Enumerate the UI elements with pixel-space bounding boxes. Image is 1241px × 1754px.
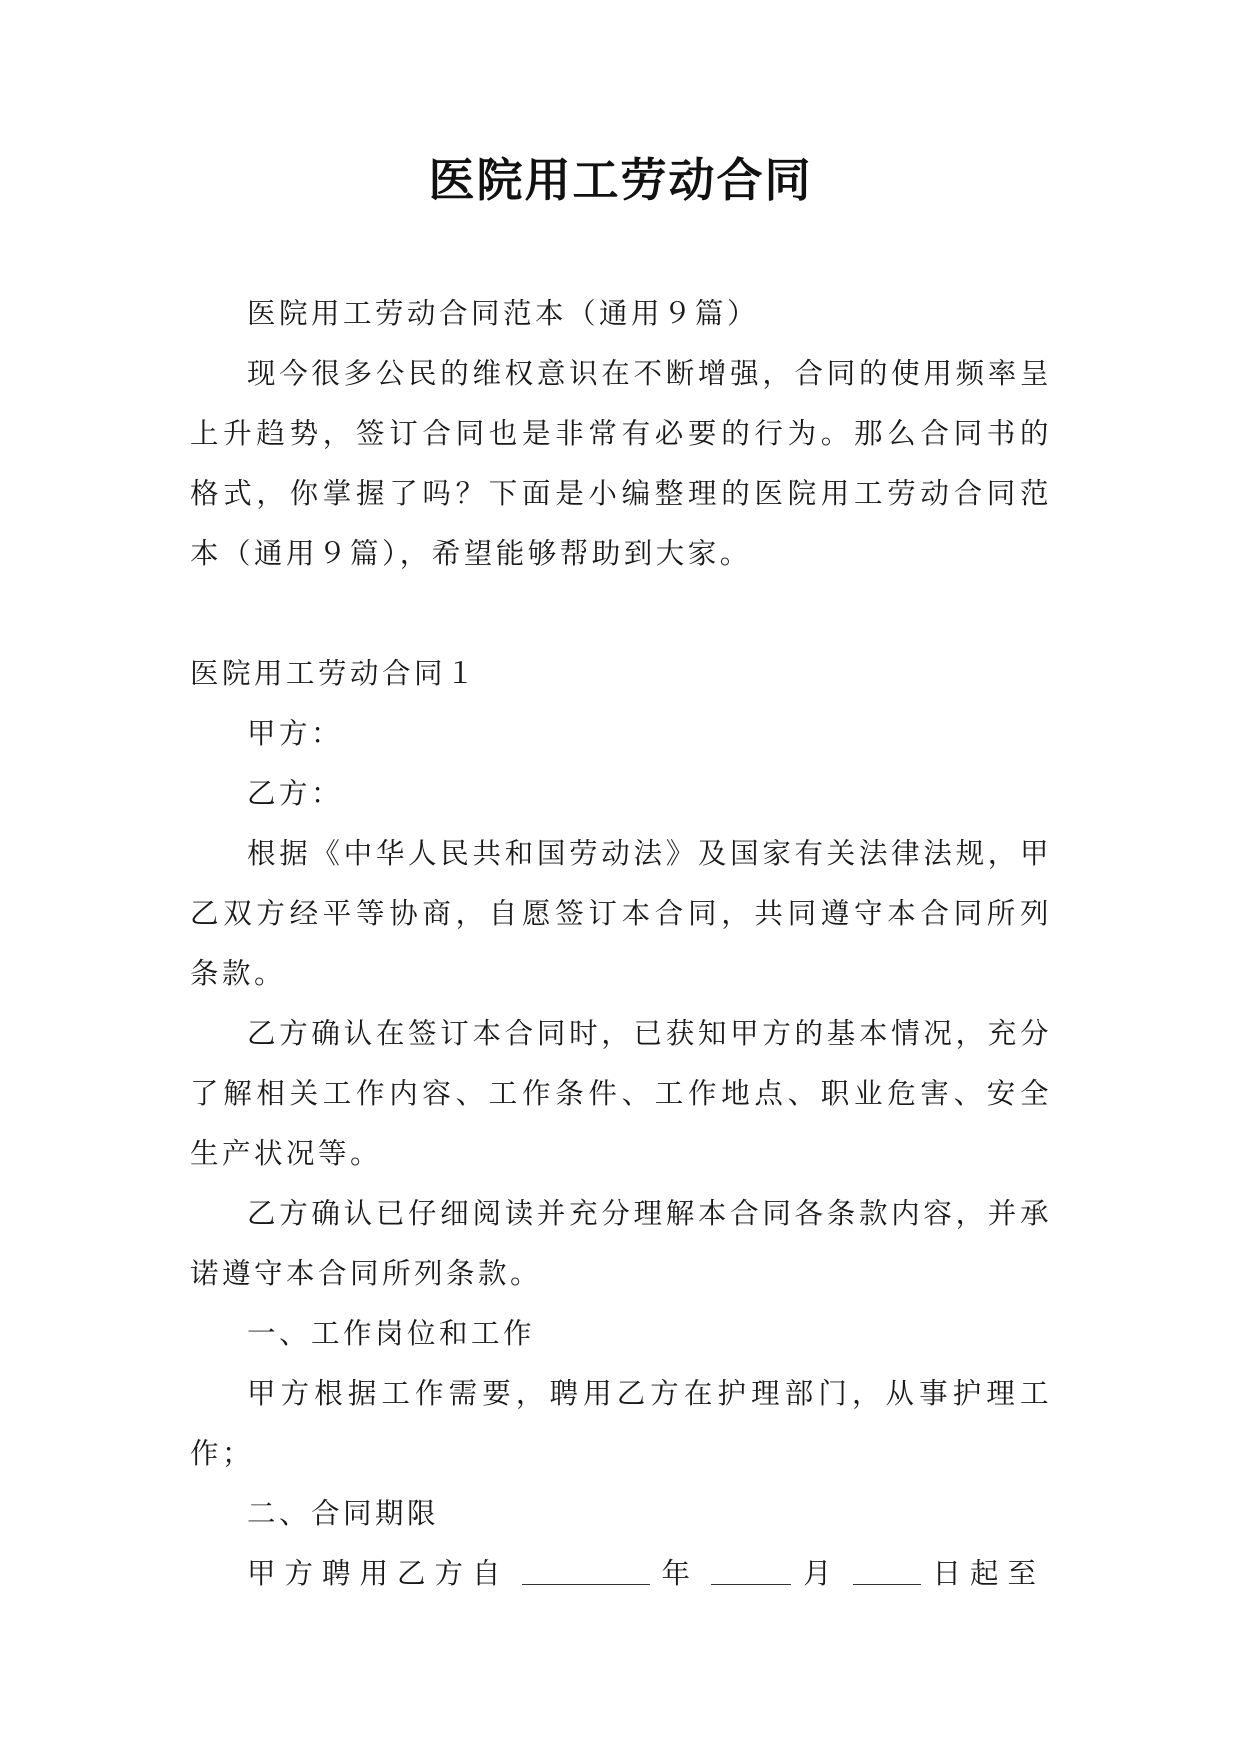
legal-basis-paragraph: 根据《中华人民共和国劳动法》及国家有关法律法规，甲乙双方经平等协商，自愿签订本合同，共同遵守本合同所列条款。 [190,837,1052,990]
section-heading: 医院用工劳动合同１ [190,657,479,690]
clause-heading-2: 二、合同期限 [247,1497,440,1530]
document-title: 医院用工劳动合同 [428,153,813,207]
month-blank [711,1556,791,1586]
party-b-line: 乙方： [247,777,344,810]
job-assignment-paragraph: 甲方根据工作需要，聘用乙方在护理部门，从事护理工作； [190,1377,1052,1470]
commitment-paragraph: 乙方确认已仔细阅读并充分理解本合同各条款内容，并承诺遵守本合同所列条款。 [190,1197,1052,1290]
contract-term-line [190,1544,1052,1604]
year-blank [522,1556,650,1586]
document-body [190,284,1052,1604]
subtitle-paragraph: 医院用工劳动合同范本（通用９篇） [247,297,760,330]
day-blank [853,1556,921,1586]
term-month: 月 [803,1557,841,1590]
acknowledgement-paragraph: 乙方确认在签订本合同时，已获知甲方的基本情况，充分了解相关工作内容、工作条件、工作地点、职业危害、安全生产状况等。 [190,1017,1052,1170]
party-a-line: 甲方： [247,717,344,750]
term-day-to: 日起至 [932,1557,1046,1590]
term-year: 年 [661,1557,700,1590]
intro-paragraph: 现今很多公民的维权意识在不断增强，合同的使用频率呈上升趋势，签订合同也是非常有必要的行为。那么合同书的格式，你掌握了吗？下面是小编整理的医院用工劳动合同范本（通用９篇），希望能够帮助到大家。 [190,357,1052,570]
clause-heading-1: 一、工作岗位和工作 [247,1317,536,1350]
term-prefix: 甲方聘用乙方自 [247,1557,510,1590]
